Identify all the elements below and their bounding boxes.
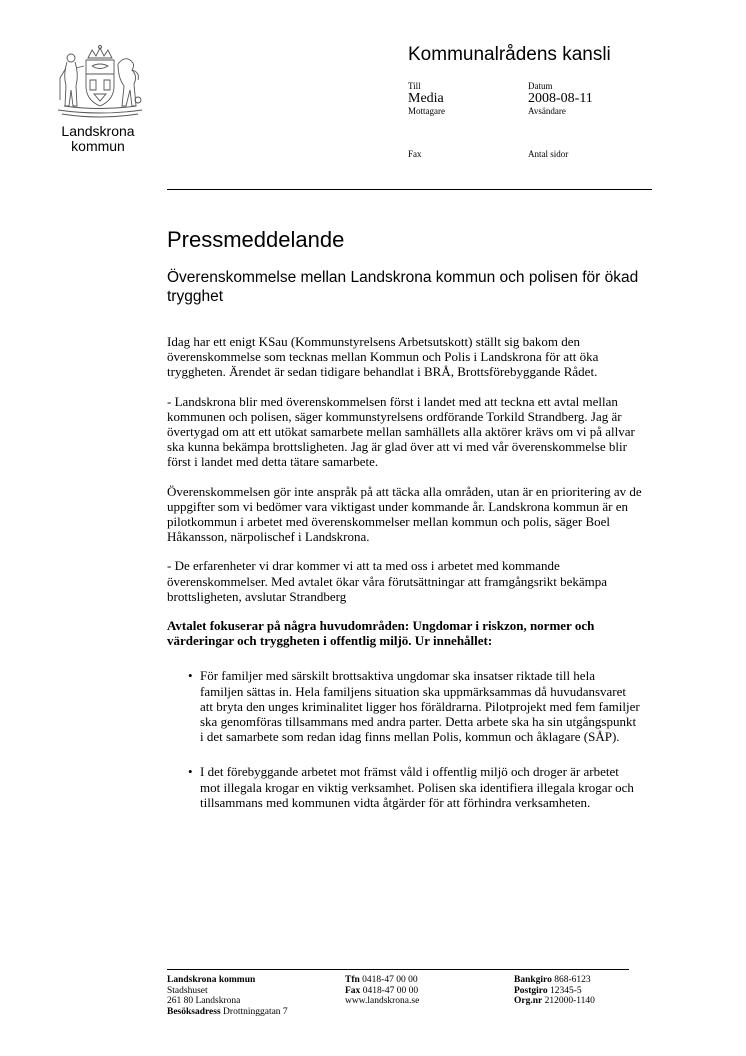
antal-sidor-label: Antal sidor [528, 149, 569, 159]
bullet-icon: • [188, 668, 193, 684]
paragraph-1: Idag har ett enigt KSau (Kommunstyrelsens Arbetsutskott) ställt sig bakom den överenskommelse som tecknas mellan Kommun och Polis i Landskrona för att öka tryggheten. Ärendet är sedan tidigare behandlat i BRÅ, Brottsförebyggande Rådet. [167, 334, 599, 380]
footer-postgiro-label: Postgiro [514, 985, 548, 996]
footer-org-name: Landskrona kommun [167, 975, 256, 985]
recipient-block [408, 81, 445, 116]
footer-postal: 261 80 Landskrona [167, 996, 241, 1007]
municipality-logo [50, 44, 150, 154]
footer-postgiro-value: 12345-5 [549, 985, 582, 996]
footer-web-link[interactable]: www.landskrona.se [345, 996, 420, 1007]
footer-visit-value: Drottninggatan 7 [223, 1006, 288, 1017]
till-label: Till [408, 81, 421, 91]
paragraph-4: - De erfarenheter vi drar kommer vi att ta med oss i arbetet med kommande överenskommelser. Med avtalet ökar våra förutsättningar att framgångsrikt bekämpa brottsligheten, avslutar Strandberg [167, 558, 608, 604]
paragraph-2: - Landskrona blir med överenskommelsen först i landet med att teckna ett avtal mellan kommunen och polisen, säger kommunstyrelsens ordförande Torkild Strandberg. Jag är övertygad om att ett utökat samarbete mellan samhällets alla aktörer krävs om vi på allvar ska kunna bekämpa brottsligheten. Jag är glad över att vi med vår överenskommelse blir först i landet med detta tätare samarbete. [167, 393, 635, 470]
footer-bankgiro-value: 868-6123 [554, 975, 591, 985]
coat-of-arms-icon [52, 44, 148, 122]
footer-visit-label: Besöksadress [167, 1006, 221, 1017]
date-block [528, 81, 593, 116]
footer-orgnr-label: Org.nr [514, 996, 543, 1007]
header-divider [167, 189, 652, 190]
document-body [167, 334, 651, 828]
footer-fax-label: Fax [345, 985, 361, 996]
bullet-list [167, 668, 651, 810]
till-value: Media [408, 91, 444, 106]
footer-contact [345, 975, 419, 1007]
fax-block [408, 149, 422, 159]
datum-value: 2008-08-11 [528, 91, 593, 106]
fax-label: Fax [408, 149, 422, 159]
bullet-text-1: För familjer med särskilt brottsaktiva ungdomar ska insatser riktade till hela familjen sättas in. Hela familjens situation ska uppmärksammas då huvudansvaret att bryta den unges kriminalitet ligger hos föräldrarna. Pilotprojekt med fem familjer ska genomföras tillsammans med andra parter. Detta arbete ska ha sin utgångspunkt i det samarbete som redan idag finns mellan Polis, kommun och åklagare (SÅP). [200, 668, 640, 745]
pages-block [528, 149, 568, 159]
document-title: Pressmeddelande [167, 227, 345, 252]
footer-address [167, 975, 288, 1017]
footer-divider [167, 969, 629, 970]
footer-org-dept: Stadshuset [167, 985, 208, 996]
department-name: Kommunalrådens kansli [408, 44, 611, 65]
footer-fax-value: 0418-47 00 00 [362, 985, 419, 996]
footer-bankgiro-label: Bankgiro [514, 975, 552, 985]
footer-banking [514, 975, 595, 1007]
bold-paragraph: Avtalet fokuserar på några huvudområden: Ungdomar i riskzon, normer och värderingar och tryggheten i offentlig miljö. Ur innehållet: [167, 618, 595, 649]
mottagare-label: Mottagare [408, 106, 445, 116]
bullet-icon: • [188, 764, 193, 780]
logo-line-2: kommun [71, 138, 125, 154]
bullet-text-2: I det förebyggande arbetet mot främst våld i offentlig miljö och droger är arbetet mot illegala krogar en viktig verksamhet. Polisen ska identifiera illegala krogar och tillsammans med kommunen vidta åtgärder för att förhindra verksamheten. [200, 764, 634, 810]
datum-label: Datum [528, 81, 553, 91]
logo-text [50, 124, 146, 154]
bullet-item-1 [167, 668, 640, 744]
footer-tfn-label: Tfn [345, 975, 360, 985]
footer-orgnr-value: 212000-1140 [544, 996, 595, 1007]
bullet-item-2 [167, 764, 640, 810]
avsandare-label: Avsändare [528, 106, 566, 116]
paragraph-3: Överenskommelsen gör inte anspråk på att täcka alla områden, utan är en prioritering av de uppgifter som vi bedömer vara viktigast under kommande år. Landskrona kommun är en pilotkommun i arbetet med överenskommelser mellan kommun och polis, säger Boel Håkansson, närpolischef i Landskrona. [167, 483, 642, 545]
footer-tfn-value: 0418-47 00 00 [362, 975, 418, 985]
document-subtitle: Överenskommelse mellan Landskrona kommun och polisen för ökad trygghet [167, 269, 639, 305]
logo-line-1: Landskrona [61, 123, 135, 139]
